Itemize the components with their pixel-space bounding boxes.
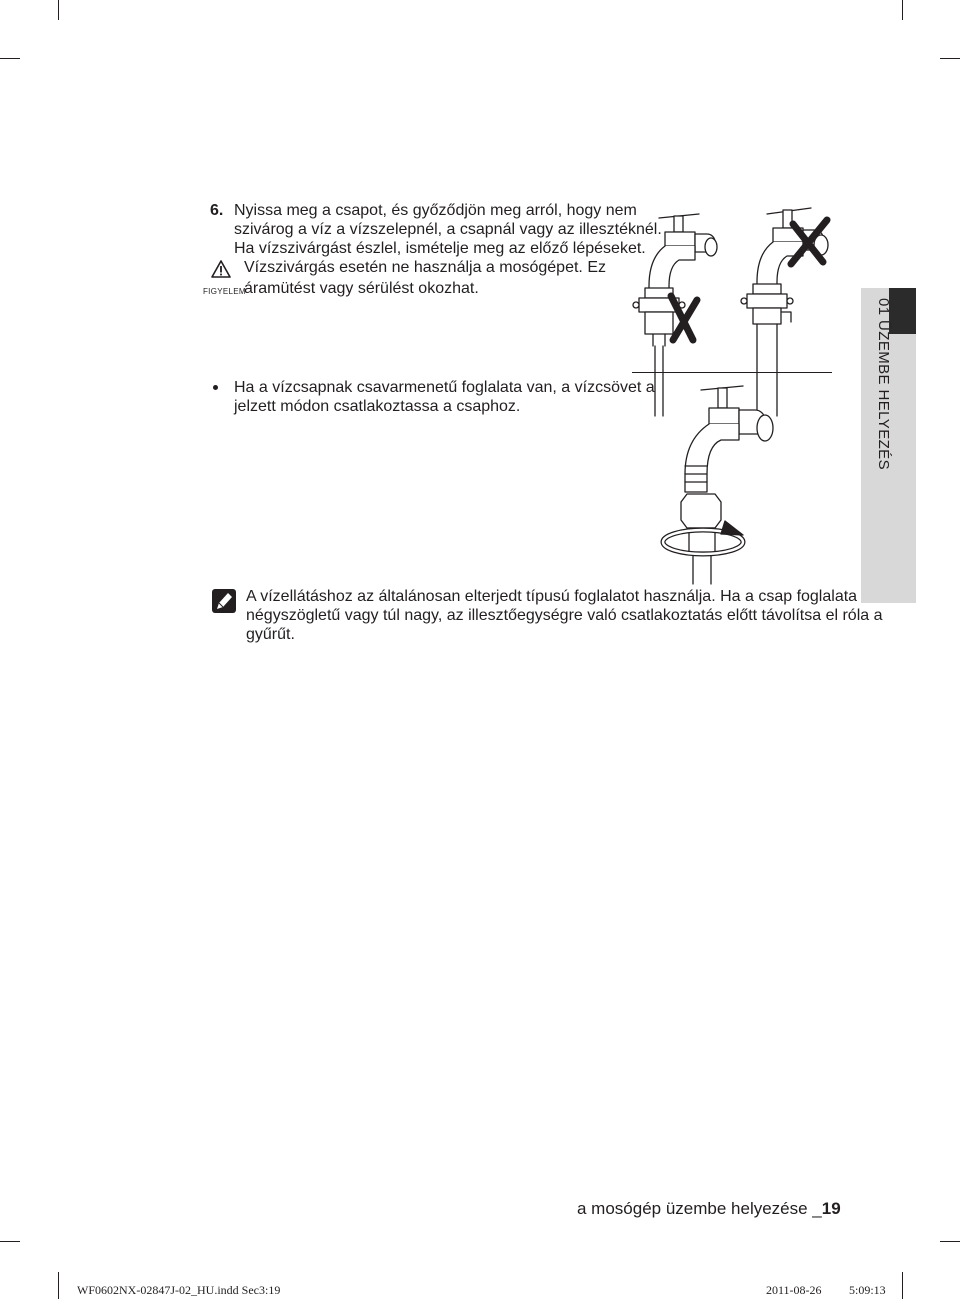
note-line: gyűrűt. xyxy=(246,626,295,643)
crop-mark xyxy=(0,58,20,59)
note-line: A vízellátáshoz az általánosan elterjedt típusú foglalatot használja. Ha a csap foglalata xyxy=(246,588,858,605)
warning-line: Vízszivárgás esetén ne használja a mosógépet. Ez xyxy=(244,259,606,276)
slug-date: 2011-08-26 xyxy=(766,1283,822,1297)
crop-mark xyxy=(940,1241,960,1242)
warning-triangle-icon xyxy=(211,260,231,278)
page-footer xyxy=(577,1199,841,1219)
section-side-tab-marker xyxy=(889,288,916,334)
crop-mark xyxy=(58,0,59,20)
section-side-label: 01 ÜZEMBE HELYEZÉS xyxy=(875,298,892,470)
step-line: Ha vízszivárgást észlel, ismételje meg az előző lépéseket. xyxy=(234,240,646,257)
crop-mark xyxy=(940,58,960,59)
crop-mark xyxy=(0,1241,20,1242)
slug-time: 5:09:13 xyxy=(849,1283,886,1297)
warning-line: áramütést vagy sérülést okozhat. xyxy=(244,280,479,297)
faucet-wrong-left-icon xyxy=(633,214,717,416)
crop-mark xyxy=(902,1272,903,1299)
step-number: 6. xyxy=(210,202,224,219)
warning-label: FIGYELEM xyxy=(203,287,246,296)
footer-text: a mosógép üzembe helyezése _ xyxy=(577,1199,822,1218)
step-line: szivárog a víz a vízszelepnél, a csapnál vagy az illesztéknél. xyxy=(234,221,662,238)
page-number: 19 xyxy=(821,1199,841,1218)
note-line: négyszögletű vagy túl nagy, az illesztőegységre való csatlakoztatás előtt távolítsa el róla a xyxy=(246,607,883,624)
bullet-line: jelzett módon csatlakoztassa a csaphoz. xyxy=(234,398,521,415)
note-pencil-icon xyxy=(211,588,237,614)
step-line: Nyissa meg a csapot, és győződjön meg arról, hogy nem xyxy=(234,202,637,219)
slug-file: WF0602NX-02847J-02_HU.indd Sec3:19 xyxy=(77,1283,281,1297)
crop-mark xyxy=(902,0,903,20)
bullet-dot xyxy=(213,385,218,390)
bullet-line: Ha a vízcsapnak csavarmenetű foglalata van, a vízcsövet a xyxy=(234,379,655,396)
faucet-illustrations xyxy=(625,190,840,585)
